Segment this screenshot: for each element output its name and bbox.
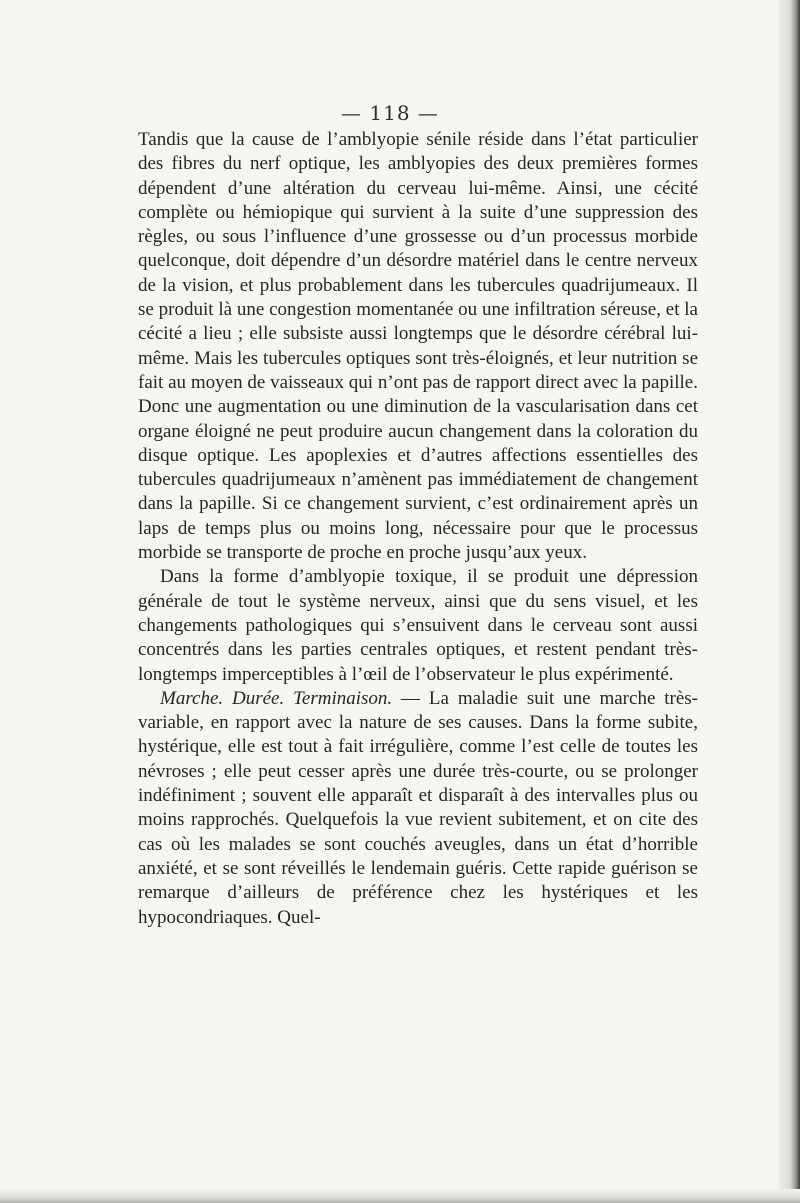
paragraph-amblyopie-senile: Tandis que la cause de l’amblyopie sénile réside dans l’état particulier des fibres du nerf optique, les amblyopies des deux premières formes dépendent d’une altération du cerveau lui-même. Ainsi, une cécité complète ou hémiopique qui survient à la suite d’une suppression des règles, ou sous l’influence d’une grossesse ou d’un processus morbide quelconque, doit dépendre d’un désordre matériel dans le centre nerveux de la vision, et plus probablement dans les tubercules quadrijumeaux. Il se produit là une congestion momentanée ou une infiltration séreuse, et la cécité a lieu ; elle subsiste aussi longtemps que le désordre cérébral lui-même. Mais les tubercules optiques sont très-éloignés, et leur nutrition se fait au moyen de vaisseaux qui n’ont pas de rapport direct avec la papille. Donc une augmentation ou une diminution de la vascularisation dans cet organe éloigné ne peut produire aucun changement dans la coloration du disque optique. Les apoplexies et d’autres affections essentielles des tubercules quadrijumeaux n’amènent pas immédiatement de changement dans la papille. Si ce changement survient, c’est ordinairement après un laps de temps plus ou moins long, nécessaire pour que le processus morbide se transporte de proche en proche jusqu’aux yeux. — [138, 129, 698, 564]
paragraph-marche-text: — La maladie suit une marche très-variable, en rapport avec la nature de ses causes. Dans la forme subite, hystérique, elle est tout à fait irrégulière, comme l’est celle de toutes les névroses ; elle peut cesser après une durée très-courte, ou se prolonger indéfiniment ; souvent elle apparaît et disparaît à des intervalles plus ou moins rapprochés. Quelquefois la vue revient subitement, et on cite des cas où les malades se sont couchés aveugles, dans un état d’horrible anxiété, et se sont réveillés le lendemain guéris. Cette rapide guérison se remarque d’ailleurs de préférence chez les hystériques et les hypocondriaques. Quel- — [138, 687, 699, 928]
page-number: — 118 — — [341, 101, 439, 125]
body-text — [138, 128, 698, 930]
paragraph-marche-duree — [138, 687, 698, 930]
page-edge-shadow — [778, 0, 800, 1203]
page-bottom-edge — [0, 1189, 800, 1203]
section-heading: Marche. Durée. Terminaison. — [160, 687, 393, 709]
paragraph-amblyopie-toxique: Dans la forme d’amblyopie toxique, il se produit une dépression générale de tout le système nerveux, ainsi que du sens visuel, et les changements pathologiques qui s’ensuivent dans le cerveau sont aussi concentrés dans les parties centrales optiques, et restent pendant très-longtemps imperceptibles à l’œil de l’observateur le plus expérimenté. — [138, 566, 698, 685]
